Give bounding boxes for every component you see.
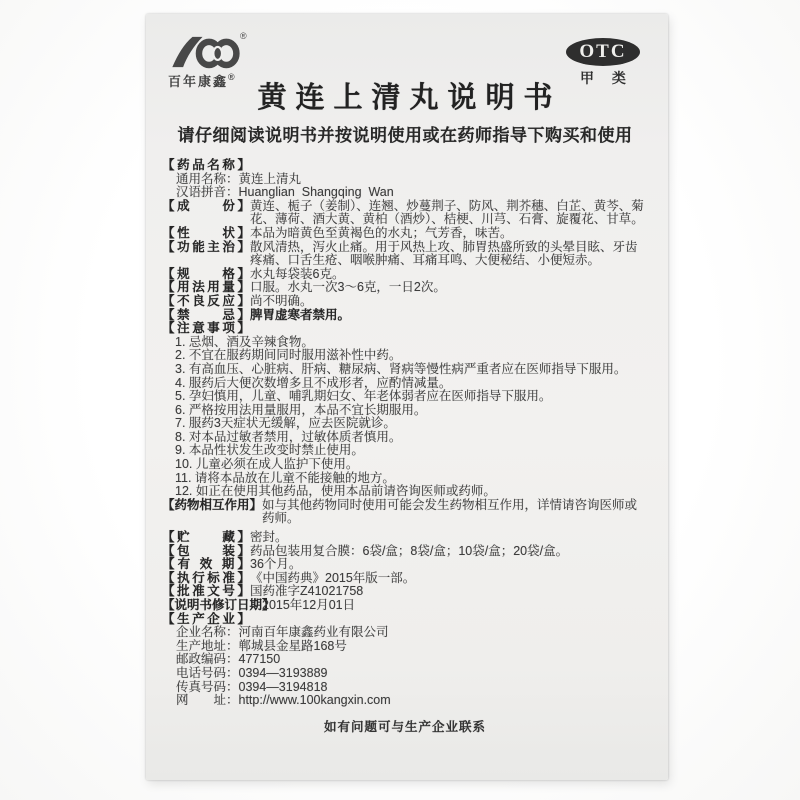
storage-text: 密封。 bbox=[250, 530, 288, 545]
field-adverse-reactions bbox=[162, 295, 648, 309]
company-name-line: 企业名称：河南百年康鑫药业有限公司 bbox=[176, 625, 389, 640]
standard-text: 《中国药典》2015年版一部。 bbox=[250, 570, 416, 585]
precaution-item: 7. 服药3天症状无缓解，应去医院就诊。 bbox=[175, 416, 396, 431]
read-carefully-notice: 请仔细阅读说明书并按说明使用或在药师指导下购买和使用 bbox=[177, 126, 633, 145]
generic-name-line: 通用名称：黄连上清丸 bbox=[176, 171, 302, 186]
ingredients-text: 黄连、栀子（姜制）、连翘、炒蔓荆子、防风、荆芥穗、白芷、黄芩、菊花、薄荷、酒大黄、黄柏（酒炒）、桔梗、川芎、石膏、旋覆花、甘草。 bbox=[250, 198, 644, 227]
otc-class-label: 甲 类 bbox=[580, 70, 633, 86]
description-label: 【性 状】 bbox=[162, 225, 250, 240]
logo-100-icon bbox=[168, 34, 240, 70]
approval-label: 【批准文号】 bbox=[162, 584, 250, 599]
brand-logo bbox=[168, 31, 247, 89]
approval-text: 国药准字Z41021758 bbox=[250, 584, 364, 599]
field-dosage bbox=[162, 281, 648, 295]
field-ingredients bbox=[162, 200, 648, 227]
field-indications bbox=[162, 241, 648, 268]
company-phone-line: 电话号码：0394—3193889 bbox=[176, 665, 328, 680]
adverse-text: 尚不明确。 bbox=[250, 293, 313, 308]
field-approval-number bbox=[162, 585, 648, 599]
precaution-item: 11. 请将本品放在儿童不能接触的地方。 bbox=[175, 470, 395, 485]
revision-text: 2015年12月01日 bbox=[262, 598, 356, 612]
otc-oval-icon: OTC bbox=[566, 38, 640, 66]
otc-badge bbox=[566, 38, 640, 88]
drug-name-label: 【药品名称】 bbox=[162, 158, 250, 172]
ingredients-label: 【成 份】 bbox=[162, 198, 250, 213]
company-address-line: 生产地址：郸城县金星路168号 bbox=[176, 638, 347, 653]
field-interaction bbox=[162, 499, 648, 526]
spec-label: 【规 格】 bbox=[162, 266, 250, 281]
precaution-item: 8. 对本品过敏者禁用，过敏体质者慎用。 bbox=[175, 429, 402, 444]
registered-mark: ® bbox=[228, 72, 237, 82]
leaflet-header bbox=[162, 14, 648, 89]
standard-label: 【执行标准】 bbox=[162, 570, 250, 585]
spec-text: 水丸每袋装6克。 bbox=[250, 266, 345, 281]
validity-label: 【有 效 期】 bbox=[162, 557, 250, 572]
page-title: 黄连上清丸说明书 bbox=[257, 82, 562, 114]
precaution-item: 6. 严格按用法用量服用，本品不宜长期服用。 bbox=[175, 402, 427, 417]
precaution-item: 12. 如正在使用其他药品，使用本品前请咨询医师或药师。 bbox=[175, 484, 496, 499]
precaution-item: 3. 有高血压、心脏病、肝病、糖尿病、肾病等慢性病严重者应在医师指导下服用。 bbox=[175, 361, 627, 376]
contraindication-text: 脾胃虚寒者禁用。 bbox=[250, 307, 351, 322]
pinyin-line: 汉语拼音：Huanglian Shangqing Wan bbox=[176, 185, 394, 200]
manufacturer-label: 【生产企业】 bbox=[162, 611, 250, 626]
company-website-line: 网 址：http://www.100kangxin.com bbox=[176, 693, 391, 708]
interaction-label: 【药物相互作用】 bbox=[162, 497, 263, 512]
precaution-item: 5. 孕妇慎用，儿童、哺乳期妇女、年老体弱者应在医师指导下服用。 bbox=[175, 389, 552, 404]
field-precautions bbox=[162, 322, 648, 336]
description-text: 本品为暗黄色至黄褐色的水丸；气芳香，味苦。 bbox=[250, 225, 513, 240]
dosage-text: 口服。水丸一次3～6克，一日2次。 bbox=[250, 280, 446, 295]
field-validity bbox=[162, 558, 648, 572]
adverse-label: 【不良反应】 bbox=[162, 293, 250, 308]
package-text: 药品包装用复合膜：6袋/盒；8袋/盒；10袋/盒；20袋/盒。 bbox=[250, 543, 569, 558]
precaution-item: 2. 不宜在服药期间同时服用滋补性中药。 bbox=[175, 348, 402, 363]
revision-label: 【说明书修订日期】 bbox=[162, 598, 275, 612]
precaution-item: 10. 儿童必须在成人监护下使用。 bbox=[175, 457, 359, 472]
package-label: 【包 装】 bbox=[162, 543, 250, 558]
leaflet-paper bbox=[146, 14, 668, 780]
precautions-label: 【注意事项】 bbox=[162, 321, 250, 336]
interaction-text: 如与其他药物同时使用可能会发生药物相互作用，详情请咨询医师或药师。 bbox=[262, 497, 638, 526]
field-storage bbox=[162, 531, 648, 545]
brand-name: 百年康鑫® bbox=[168, 72, 237, 89]
contact-note: 如有问题可与生产企业联系 bbox=[323, 719, 486, 734]
company-fax-line: 传真号码：0394—3194818 bbox=[176, 679, 328, 694]
company-postcode-line: 邮政编码：477150 bbox=[176, 652, 281, 667]
precaution-item: 4. 服药后大便次数增多且不成形者，应酌情减量。 bbox=[175, 375, 452, 390]
precaution-item: 9. 本品性状发生改变时禁止使用。 bbox=[175, 443, 364, 458]
contraindication-label: 【禁 忌】 bbox=[162, 307, 250, 322]
field-description bbox=[162, 227, 648, 241]
validity-text: 36个月。 bbox=[250, 557, 302, 572]
indications-text: 散风清热，泻火止痛。用于风热上攻、肺胃热盛所致的头晕目眩、牙齿疼痛、口舌生疮、咽喉肿痛、耳痛耳鸣、大便秘结、小便短赤。 bbox=[250, 239, 638, 268]
field-revision-date bbox=[162, 599, 648, 613]
storage-label: 【贮 藏】 bbox=[162, 530, 250, 545]
dosage-label: 【用法用量】 bbox=[162, 280, 250, 295]
registered-mark: ® bbox=[240, 31, 247, 41]
precaution-item: 1. 忌烟、酒及辛辣食物。 bbox=[175, 334, 314, 349]
leaflet-body bbox=[162, 159, 648, 734]
field-drug-name bbox=[162, 159, 648, 173]
indications-label: 【功能主治】 bbox=[162, 239, 250, 254]
